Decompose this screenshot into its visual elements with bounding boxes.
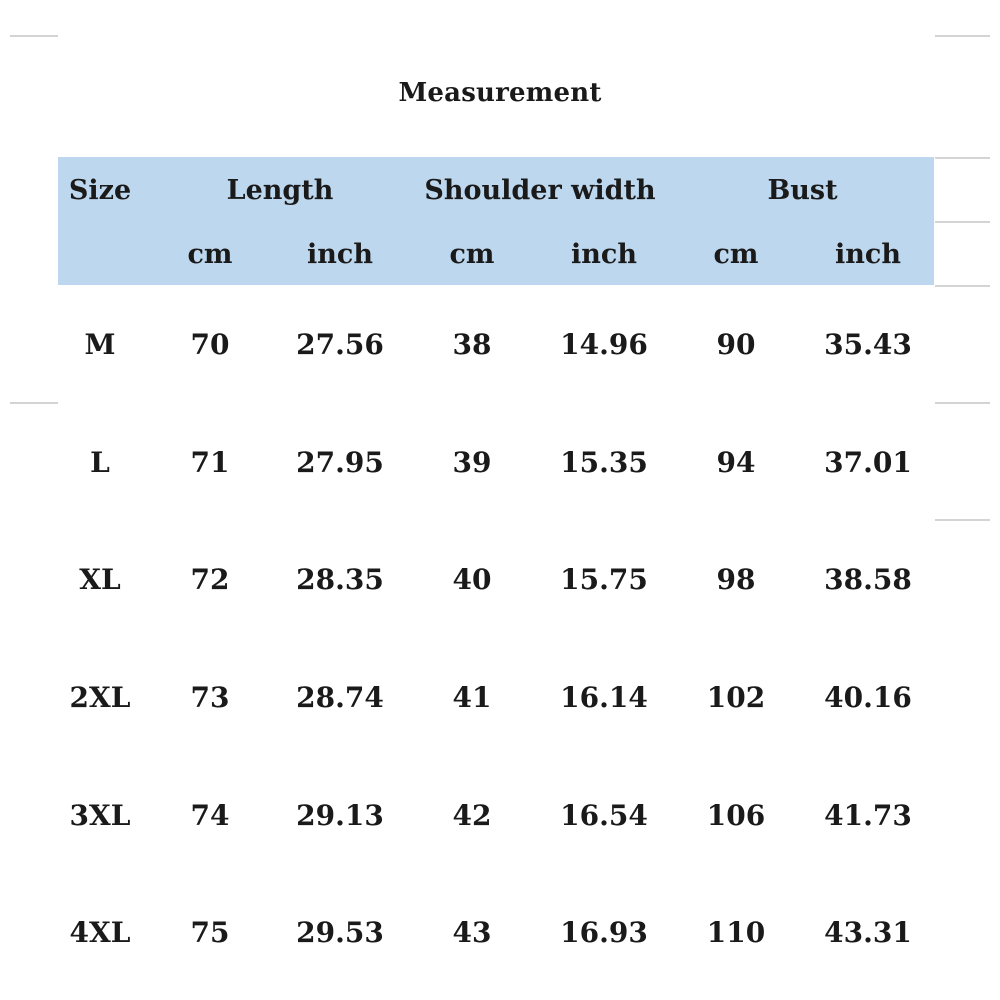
shoulder-cm-cell: 39 — [452, 446, 492, 479]
shoulder-cm-cell: 38 — [452, 328, 492, 361]
header-unit: cm — [713, 239, 759, 270]
shoulder-cm-cell: 41 — [452, 681, 492, 714]
shoulder-inch-cell: 15.75 — [560, 563, 648, 596]
bust-cm-cell: 94 — [716, 446, 756, 479]
bust-inch-cell: 35.43 — [824, 328, 912, 361]
divider — [935, 35, 990, 37]
header-shoulder-width: Shoulder width — [424, 175, 656, 206]
header-unit: cm — [187, 239, 233, 270]
shoulder-inch-cell: 16.14 — [560, 681, 648, 714]
divider — [10, 402, 58, 404]
length-cm-cell: 74 — [190, 799, 230, 832]
header-bust: Bust — [767, 175, 838, 206]
bust-inch-cell: 43.31 — [824, 916, 912, 949]
shoulder-cm-cell: 42 — [452, 799, 492, 832]
bust-inch-cell: 37.01 — [824, 446, 912, 479]
bust-inch-cell: 41.73 — [824, 799, 912, 832]
length-cm-cell: 73 — [190, 681, 230, 714]
shoulder-cm-cell: 43 — [452, 916, 492, 949]
header-length: Length — [226, 175, 334, 206]
shoulder-inch-cell: 16.93 — [560, 916, 648, 949]
length-cm-cell: 75 — [190, 916, 230, 949]
shoulder-inch-cell: 16.54 — [560, 799, 648, 832]
length-inch-cell: 28.74 — [296, 681, 384, 714]
length-inch-cell: 28.35 — [296, 563, 384, 596]
shoulder-inch-cell: 14.96 — [560, 328, 648, 361]
size-cell: 2XL — [69, 681, 131, 714]
size-cell: XL — [79, 563, 121, 596]
bust-cm-cell: 90 — [716, 328, 756, 361]
header-unit: inch — [307, 239, 373, 270]
divider — [10, 35, 58, 37]
bust-inch-cell: 40.16 — [824, 681, 912, 714]
length-inch-cell: 27.56 — [296, 328, 384, 361]
length-cm-cell: 71 — [190, 446, 230, 479]
size-cell: 3XL — [69, 799, 131, 832]
bust-cm-cell: 98 — [716, 563, 756, 596]
bust-cm-cell: 106 — [706, 799, 766, 832]
divider — [935, 285, 990, 287]
shoulder-inch-cell: 15.35 — [560, 446, 648, 479]
size-cell: M — [84, 328, 116, 361]
page-title: Measurement — [398, 78, 602, 108]
bust-inch-cell: 38.58 — [824, 563, 912, 596]
bust-cm-cell: 110 — [706, 916, 766, 949]
length-cm-cell: 72 — [190, 563, 230, 596]
header-unit: cm — [449, 239, 495, 270]
length-inch-cell: 27.95 — [296, 446, 384, 479]
divider — [935, 402, 990, 404]
divider — [935, 519, 990, 521]
header-size: Size — [68, 175, 132, 206]
size-cell: 4XL — [69, 916, 131, 949]
divider — [935, 157, 990, 159]
size-cell: L — [90, 446, 110, 479]
length-cm-cell: 70 — [190, 328, 230, 361]
bust-cm-cell: 102 — [706, 681, 766, 714]
length-inch-cell: 29.13 — [296, 799, 384, 832]
header-unit: inch — [571, 239, 637, 270]
header-unit: inch — [835, 239, 901, 270]
length-inch-cell: 29.53 — [296, 916, 384, 949]
divider — [935, 221, 990, 223]
shoulder-cm-cell: 40 — [452, 563, 492, 596]
